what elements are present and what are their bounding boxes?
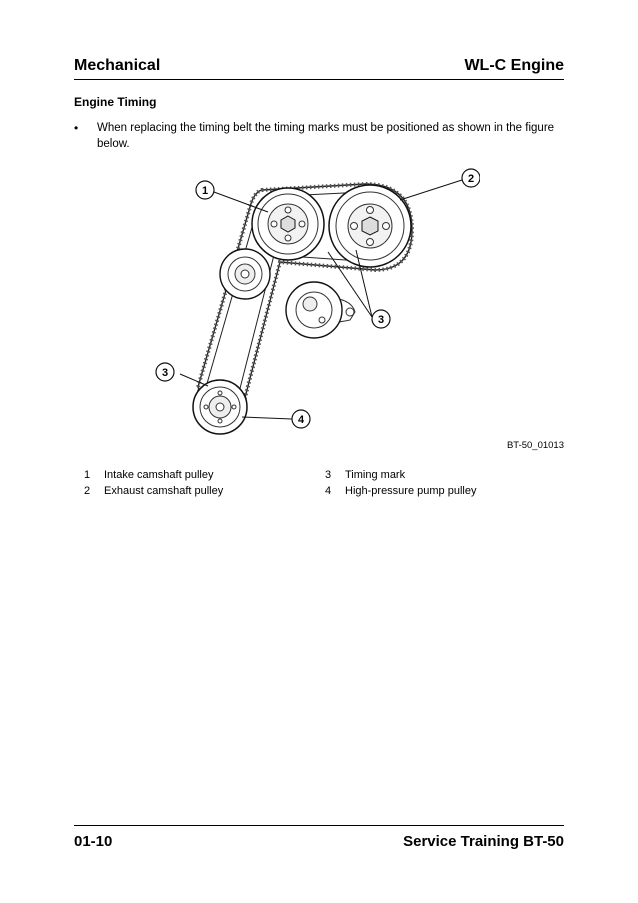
legend-number: 3	[325, 469, 332, 481]
header-engine-name: WL-C Engine	[464, 57, 564, 74]
bullet-symbol: •	[74, 121, 79, 135]
footer-publication: Service Training BT-50	[403, 833, 564, 850]
legend-label: Timing mark	[345, 469, 406, 481]
callout-3-pump-label: 3	[161, 367, 169, 379]
figure-id: BT-50_01013	[506, 440, 564, 451]
callout-3-camshaft	[372, 310, 390, 328]
callout-2-label: 2	[467, 173, 475, 185]
intake-camshaft-pulley	[252, 188, 324, 260]
tensioner-pulley	[286, 282, 355, 338]
page-footer	[74, 825, 564, 850]
callout-3-pump	[156, 363, 174, 381]
callout-4	[292, 410, 310, 428]
legend-number: 2	[84, 485, 91, 497]
callout-2	[462, 169, 480, 187]
callout-4-label: 4	[297, 414, 305, 426]
callout-3-camshaft-label: 3	[377, 314, 385, 326]
high-pressure-pump-pulley	[193, 380, 247, 434]
legend-label: Exhaust camshaft pulley	[104, 485, 224, 497]
page-header	[74, 55, 564, 80]
header-section-name: Mechanical	[74, 57, 161, 74]
section-title: Engine Timing	[74, 95, 157, 109]
callout-1-label: 1	[201, 185, 209, 197]
idler-pulley	[220, 249, 270, 299]
timing-belt-diagram	[150, 162, 480, 442]
page-number: 01-10	[74, 833, 113, 850]
exhaust-camshaft-pulley	[329, 185, 411, 267]
timing-belt-figure	[150, 162, 480, 442]
callout-1	[196, 181, 214, 199]
bullet-text: When replacing the timing belt the timing marks must be positioned as shown in the figure below.	[97, 122, 555, 150]
legend-label: Intake camshaft pulley	[104, 469, 214, 481]
legend-number: 4	[325, 485, 332, 497]
legend-number: 1	[84, 469, 91, 481]
legend-label: High-pressure pump pulley	[345, 485, 477, 497]
